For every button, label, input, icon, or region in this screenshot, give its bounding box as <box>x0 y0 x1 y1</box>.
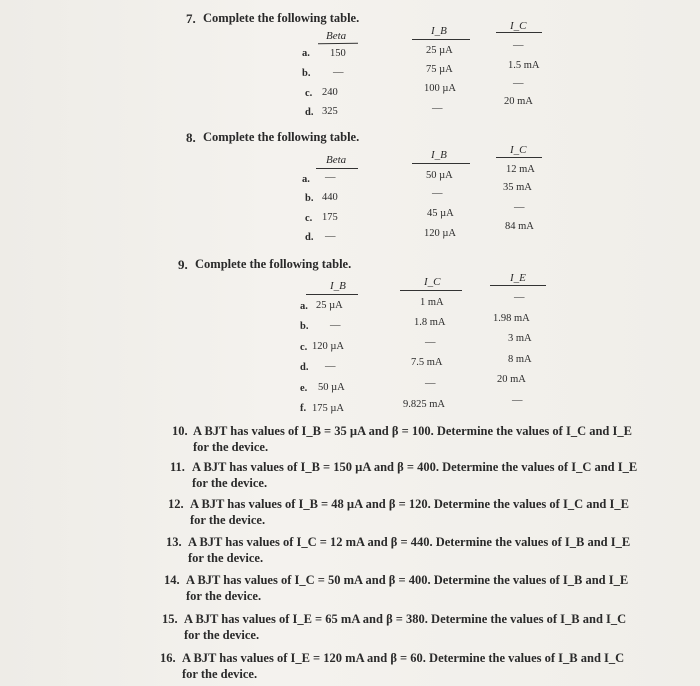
problem-11-number: 11. <box>170 460 185 474</box>
q8-row-d-ib: 120 µA <box>424 228 457 239</box>
q7-row-a-ib: 25 µA <box>426 45 453 56</box>
problem-16-number: 16. <box>160 651 176 665</box>
q9-row-e-label: e. <box>300 383 308 394</box>
problem-14-text: A BJT has values of I_C = 50 mA and β = 400. Determine the values of I_B and I_E <box>186 573 629 587</box>
q8-header-ib: I_B <box>431 149 447 161</box>
q9-row-e-ie: 20 mA <box>497 374 526 385</box>
q9-header-ib: I_B <box>330 280 346 292</box>
problem-16-text-cont: for the device. <box>182 667 258 681</box>
q7-row-b-ib: 75 µA <box>426 64 453 75</box>
q7-title: Complete the following table. <box>203 11 360 25</box>
q8-row-a-label: a. <box>302 174 310 185</box>
problem-15-text-cont: for the device. <box>184 628 260 642</box>
q9-row-c-ie: 3 mA <box>508 333 532 344</box>
q8-row-b-ic: 35 mA <box>503 182 532 193</box>
q7-header-ic: I_C <box>510 20 527 32</box>
q9-header-ie: I_E <box>510 272 526 284</box>
problem-15-number: 15. <box>162 612 178 626</box>
q7-row-c-beta: 240 <box>322 87 338 98</box>
problem-11-text: A BJT has values of I_B = 150 µA and β = 400. Determine the values of I_C and I_E <box>192 460 638 474</box>
q9-row-a-ib: 25 µA <box>316 300 343 311</box>
q7-row-b-label: b. <box>302 68 311 79</box>
q7-row-d-beta: 325 <box>322 106 338 117</box>
problem-12-text-cont: for the device. <box>190 513 266 527</box>
q9-title: Complete the following table. <box>195 257 352 271</box>
q9-row-e-ic: — <box>425 378 436 389</box>
q9-row-f-label: f. <box>300 403 307 414</box>
q9-row-b-label: b. <box>300 321 309 332</box>
q7-row-c-ib: 100 µA <box>424 83 457 94</box>
q7-row-a-label: a. <box>302 48 310 59</box>
problem-12-text: A BJT has values of I_B = 48 µA and β = 120. Determine the values of I_C and I_E <box>190 497 629 511</box>
q9-row-d-ie: 8 mA <box>508 354 532 365</box>
q9-number: 9. <box>178 257 188 272</box>
problem-13-number: 13. <box>166 535 182 549</box>
q9-row-a-ic: 1 mA <box>420 297 444 308</box>
q7-number: 7. <box>186 11 196 26</box>
q7-row-d-ib: — <box>432 103 443 114</box>
q7-row-c-label: c. <box>305 88 313 99</box>
q9-row-a-label: a. <box>300 301 308 312</box>
q9-row-d-ic: 7.5 mA <box>411 357 443 368</box>
problem-16-text: A BJT has values of I_E = 120 mA and β = 60. Determine the values of I_B and I_C <box>182 651 625 665</box>
problem-15-text: A BJT has values of I_E = 65 mA and β = 380. Determine the values of I_B and I_C <box>184 612 627 626</box>
problem-10-number: 10. <box>172 424 188 438</box>
q8-title: Complete the following table. <box>203 130 360 144</box>
problem-14-number: 14. <box>164 573 180 587</box>
q9-row-c-ib: 120 µA <box>312 341 345 352</box>
q7-header-ib: I_B <box>431 25 447 37</box>
q7-header-beta: Beta <box>326 30 347 42</box>
q8-row-d-label: d. <box>305 232 314 243</box>
q7-row-a-ic: — <box>513 40 524 51</box>
q8-row-c-ic: — <box>514 202 525 213</box>
problem-12-number: 12. <box>168 497 184 511</box>
q9-row-c-ic: — <box>425 337 436 348</box>
q8-row-a-ic: 12 mA <box>506 164 535 175</box>
q7-row-d-ic: 20 mA <box>504 96 533 107</box>
q8-header-ic: I_C <box>510 144 527 156</box>
q8-number: 8. <box>186 130 196 145</box>
q7-row-c-ic: — <box>513 78 524 89</box>
problem-10-text: A BJT has values of I_B = 35 µA and β = 100. Determine the values of I_C and I_E <box>193 424 632 438</box>
q7-row-b-ic: 1.5 mA <box>508 60 540 71</box>
q8-row-b-label: b. <box>305 193 314 204</box>
q8-row-c-ib: 45 µA <box>427 208 454 219</box>
q8-row-a-beta: — <box>325 172 336 183</box>
q9-header-ic: I_C <box>424 276 441 288</box>
q9-row-f-ic: 9.825 mA <box>403 399 445 410</box>
q9-row-b-ib: — <box>330 320 341 331</box>
q8-row-d-beta: — <box>325 231 336 242</box>
problem-13-text-cont: for the device. <box>188 551 264 565</box>
q9-row-d-ib: — <box>325 361 336 372</box>
problem-11-text-cont: for the device. <box>192 476 268 490</box>
q8-row-b-ib: — <box>432 188 443 199</box>
problem-13-text: A BJT has values of I_C = 12 mA and β = 440. Determine the values of I_B and I_E <box>188 535 631 549</box>
q8-row-c-label: c. <box>305 213 313 224</box>
q9-row-f-ib: 175 µA <box>312 403 345 414</box>
q7-row-d-label: d. <box>305 107 314 118</box>
q8-row-b-beta: 440 <box>322 192 338 203</box>
q9-row-e-ib: 50 µA <box>318 382 345 393</box>
q9-row-f-ie: — <box>512 395 523 406</box>
q8-row-d-ic: 84 mA <box>505 221 534 232</box>
q9-row-a-ie: — <box>514 292 525 303</box>
q8-row-a-ib: 50 µA <box>426 170 453 181</box>
q8-header-beta: Beta <box>326 154 347 166</box>
q8-row-c-beta: 175 <box>322 212 338 223</box>
problem-14-text-cont: for the device. <box>186 589 262 603</box>
q7-row-a-beta: 150 <box>330 48 346 59</box>
q9-row-b-ic: 1.8 mA <box>414 317 446 328</box>
q9-row-b-ie: 1.98 mA <box>493 313 530 324</box>
q7-row-b-beta: — <box>333 67 344 78</box>
q9-row-d-label: d. <box>300 362 309 373</box>
problem-10-text-cont: for the device. <box>193 440 269 454</box>
q9-row-c-label: c. <box>300 342 308 353</box>
